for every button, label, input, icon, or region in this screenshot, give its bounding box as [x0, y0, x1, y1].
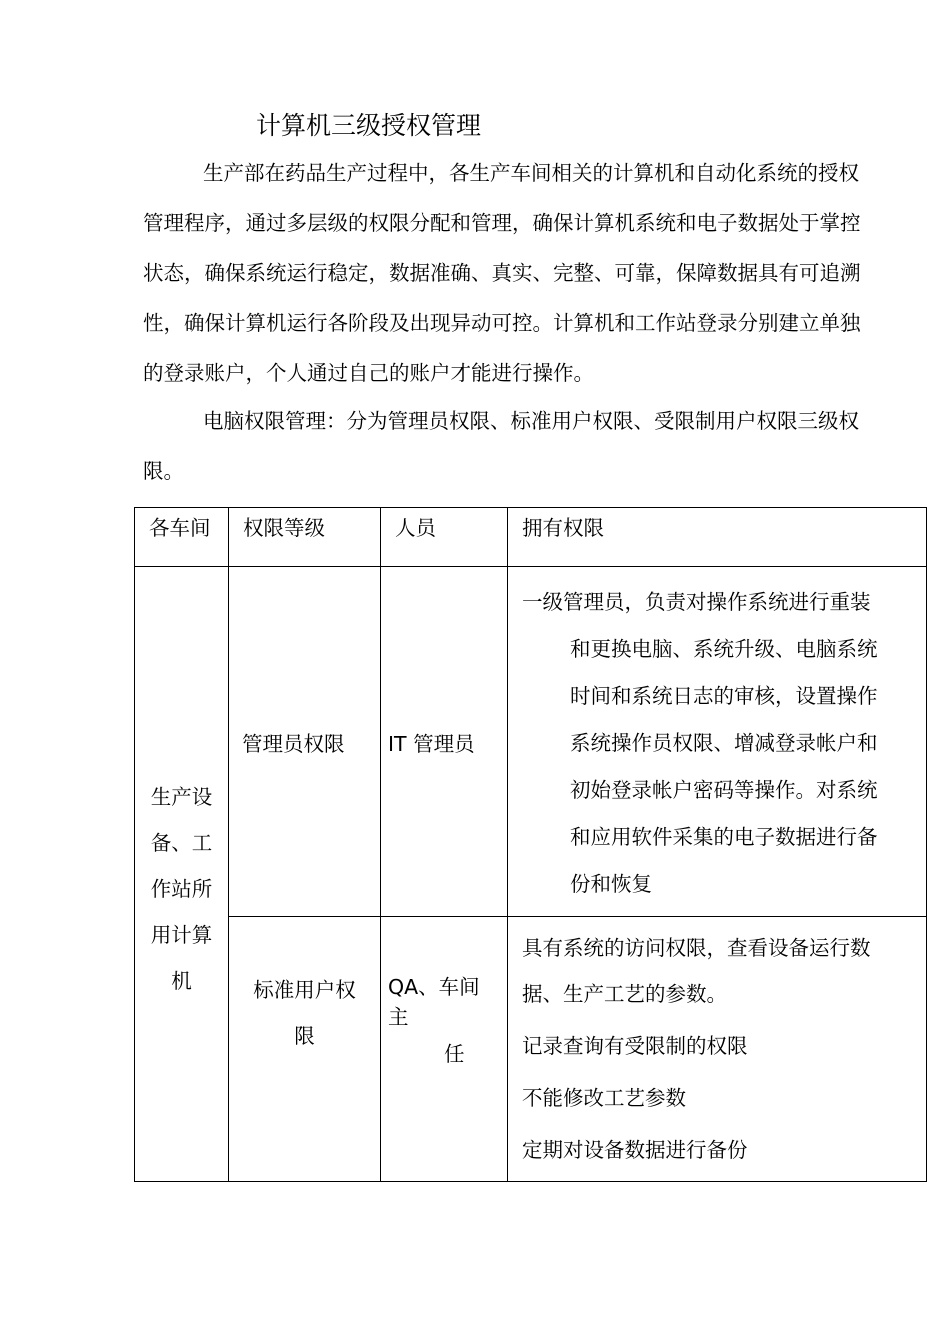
person-text: QA、车间 — [388, 975, 480, 999]
level-text: 管理员权限 — [242, 731, 345, 756]
rights-line: 份和恢复 — [570, 872, 652, 896]
person-text: IT 管理员 — [388, 731, 475, 756]
rights-line: 一级管理员，负责对操作系统进行重装 — [522, 590, 871, 614]
level-cell-admin — [229, 567, 381, 917]
paragraph-line: 限。 — [143, 459, 184, 483]
workshop-cell — [135, 567, 229, 1182]
rights-line: 据、生产工艺的参数。 — [522, 982, 727, 1006]
paragraph-line: 的登录账户，个人通过自己的账户才能进行操作。 — [143, 361, 594, 385]
rights-cell-admin — [508, 567, 927, 917]
person-cell-standard — [381, 917, 508, 1182]
rights-line: 定期对设备数据进行备份 — [522, 1138, 748, 1162]
level-text: 标准用户权 — [253, 978, 356, 1002]
level-text: 限 — [294, 1024, 315, 1048]
paragraph-line: 电脑权限管理：分为管理员权限、标准用户权限、受限制用户权限三级权 — [203, 409, 859, 433]
table-row-standard — [135, 917, 927, 1182]
paragraph-line: 性，确保计算机运行各阶段及出现异动可控。计算机和工作站登录分别建立单独 — [143, 311, 861, 335]
header-cell-personnel: 人员 — [381, 508, 508, 567]
rights-line: 具有系统的访问权限，查看设备运行数 — [522, 936, 871, 960]
header-cell-workshop: 各车间 — [135, 508, 229, 567]
person-cell-admin — [381, 567, 508, 917]
person-text: 任 — [444, 1042, 465, 1066]
intro-paragraph — [143, 148, 933, 398]
permission-paragraph — [143, 396, 933, 496]
workshop-line: 备、工 — [150, 831, 213, 855]
person-text: 主 — [388, 1005, 409, 1029]
rights-line: 和更换电脑、系统升级、电脑系统 — [570, 637, 878, 661]
paragraph-line: 生产部在药品生产过程中，各生产车间相关的计算机和自动化系统的授权 — [203, 161, 859, 185]
table-row-admin — [135, 567, 927, 917]
paragraph-line: 状态，确保系统运行稳定，数据准确、真实、完整、可靠，保障数据具有可追溯 — [143, 261, 861, 285]
rights-line: 时间和系统日志的审核，设置操作 — [570, 684, 878, 708]
paragraph-line: 管理程序，通过多层级的权限分配和管理，确保计算机系统和电子数据处于掌控 — [143, 211, 861, 235]
workshop-line: 机 — [171, 969, 192, 993]
page-title: 计算机三级授权管理 — [256, 111, 482, 140]
permission-table — [134, 507, 927, 1182]
rights-line: 和应用软件采集的电子数据进行备 — [570, 825, 878, 849]
workshop-line: 作站所 — [150, 877, 213, 901]
rights-line: 初始登录帐户密码等操作。对系统 — [570, 778, 878, 802]
table-header-row — [135, 508, 927, 567]
level-cell-standard — [229, 917, 381, 1182]
workshop-line: 生产设 — [150, 785, 213, 809]
workshop-line: 用计算 — [150, 923, 213, 947]
rights-line: 系统操作员权限、增减登录帐户和 — [570, 731, 878, 755]
header-cell-level: 权限等级 — [229, 508, 381, 567]
rights-cell-standard — [508, 917, 927, 1182]
rights-line: 记录查询有受限制的权限 — [522, 1034, 748, 1058]
header-cell-rights: 拥有权限 — [508, 508, 927, 567]
rights-line: 不能修改工艺参数 — [522, 1086, 686, 1110]
